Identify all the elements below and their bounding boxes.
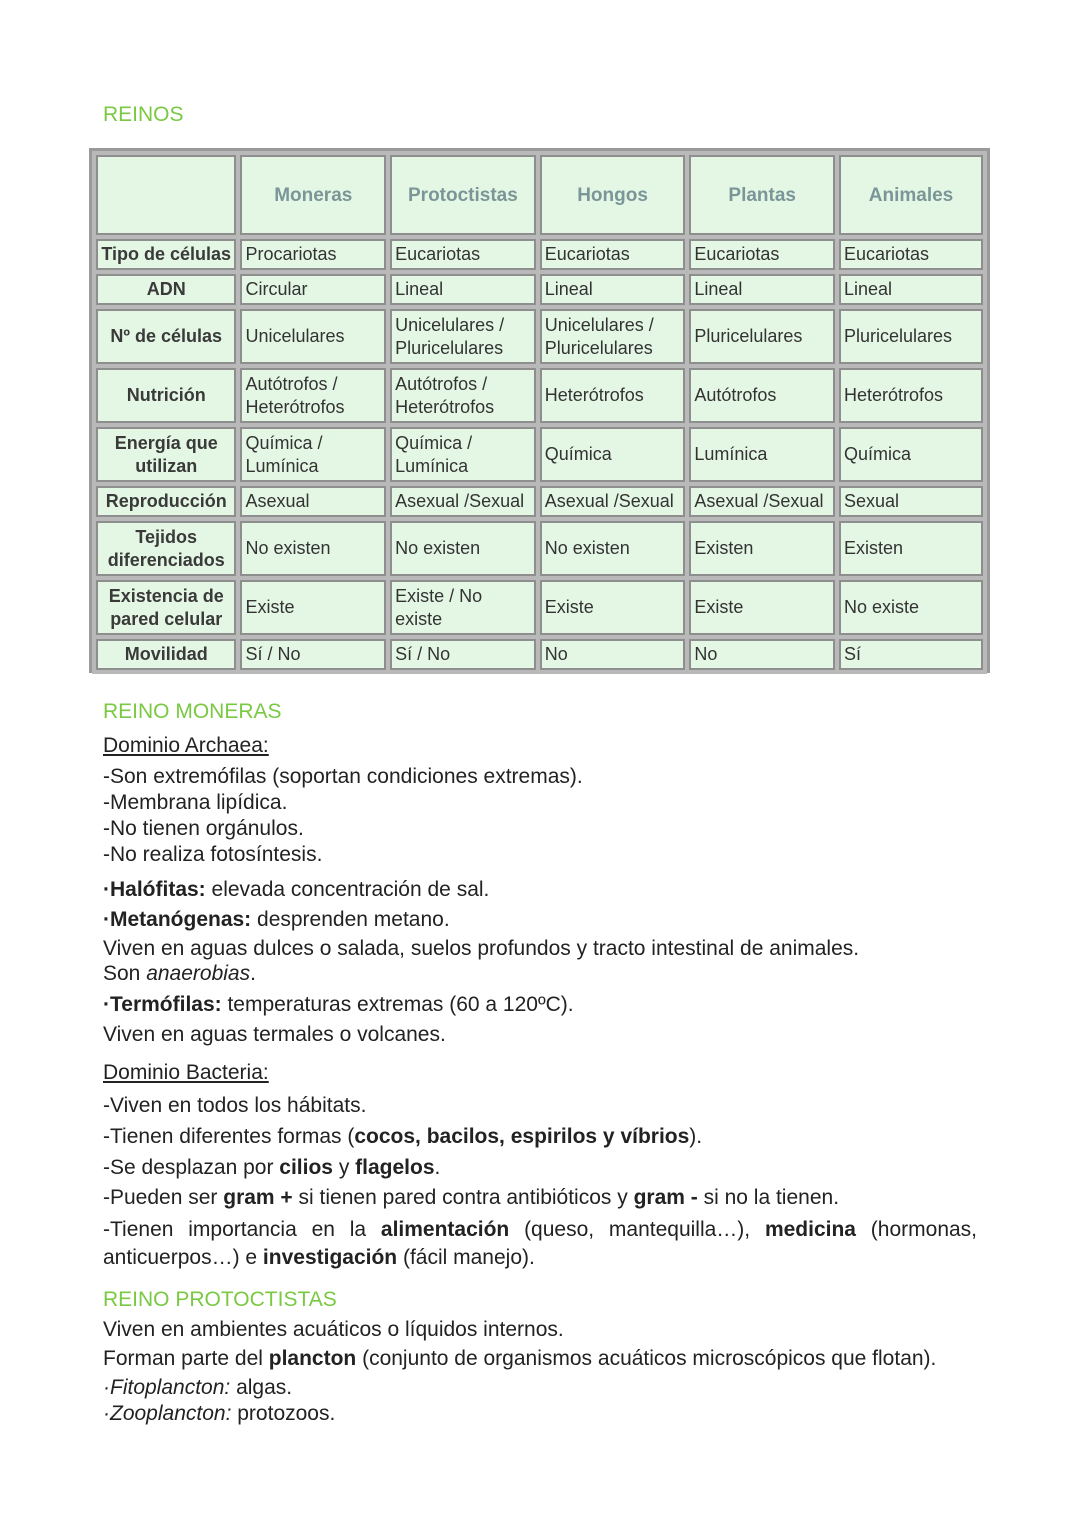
table-cell: Unicelulares / Pluricelulares <box>540 309 686 364</box>
archaea-point: -No tienen orgánulos. <box>103 817 304 840</box>
table-cell: Lumínica <box>689 427 835 482</box>
table-cell: Química / Lumínica <box>240 427 386 482</box>
metanogenas-habitat: Viven en aguas dulces o salada, suelos profundos y tracto intestinal de animales. <box>103 937 860 960</box>
table-cell: Lineal <box>689 274 835 305</box>
text: -Pueden ser <box>103 1186 224 1209</box>
table-cell: No existe <box>839 580 983 635</box>
table-cell: Lineal <box>839 274 983 305</box>
table-cell: Sí / No <box>390 639 536 670</box>
table-cell: Sexual <box>839 486 983 517</box>
table-cell: Heterótrofos <box>839 368 983 423</box>
table-cell: Asexual /Sexual <box>390 486 536 517</box>
row-label: ADN <box>96 274 236 305</box>
archaea-point: -Membrana lipídica. <box>103 791 288 814</box>
text: algas. <box>230 1376 293 1399</box>
table-cell: Unicelulares <box>240 309 386 364</box>
termofilas-line <box>103 992 574 1018</box>
table-header-cell: Protoctistas <box>390 155 536 235</box>
text: (fácil manejo). <box>397 1246 535 1269</box>
table-cell: Existe <box>689 580 835 635</box>
text: -Tienen diferentes formas ( <box>103 1125 355 1148</box>
table-cell: Existe <box>240 580 386 635</box>
table-cell: Procariotas <box>240 239 386 270</box>
text: Forman parte del <box>103 1347 269 1370</box>
row-label: Tejidos diferenciados <box>96 521 236 576</box>
archaea-heading: Dominio Archaea: <box>103 734 269 757</box>
reinos-table-frame <box>89 148 990 673</box>
table-cell: Química / Lumínica <box>390 427 536 482</box>
table-cell: Autótrofos <box>689 368 835 423</box>
table-cell: Pluricelulares <box>689 309 835 364</box>
row-label: Movilidad <box>96 639 236 670</box>
table-cell: No <box>689 639 835 670</box>
table-cell: Eucariotas <box>540 239 686 270</box>
table-row <box>96 486 983 517</box>
text: (conjunto de organismos acuáticos microscópicos que flotan). <box>356 1347 937 1370</box>
table-cell: Eucariotas <box>390 239 536 270</box>
row-label: Energía que utilizan <box>96 427 236 482</box>
table-header-cell: Plantas <box>689 155 835 235</box>
anaerobias-term: anaerobias <box>146 962 251 985</box>
text: protozoos. <box>231 1402 336 1425</box>
reinos-title: REINOS <box>103 103 184 126</box>
fitoplancton-line <box>103 1375 292 1401</box>
table-cell: No <box>540 639 686 670</box>
bacteria-point <box>103 1155 440 1181</box>
table-corner-cell <box>96 155 236 235</box>
table-cell: Existe <box>540 580 686 635</box>
text: (queso, mantequilla…), <box>509 1218 765 1241</box>
table-header-cell: Hongos <box>540 155 686 235</box>
protoctistas-line: Viven en ambientes acuáticos o líquidos internos. <box>103 1318 564 1341</box>
row-label: Tipo de células <box>96 239 236 270</box>
table-row <box>96 309 983 364</box>
bacteria-point <box>103 1216 977 1272</box>
halofitas-term: ·Halófitas: <box>103 878 206 901</box>
text: . <box>434 1156 441 1179</box>
bold-text: flagelos <box>355 1156 435 1179</box>
row-label: Nº de células <box>96 309 236 364</box>
table-cell: Lineal <box>390 274 536 305</box>
table-cell: Eucariotas <box>689 239 835 270</box>
table-cell: Heterótrofos <box>540 368 686 423</box>
table-row <box>96 580 983 635</box>
metanogenas-line <box>103 907 450 933</box>
anaerobias-line: Son anaerobias. <box>103 962 256 985</box>
table-cell: No existen <box>540 521 686 576</box>
table-header-cell: Moneras <box>240 155 386 235</box>
table-cell: No existen <box>240 521 386 576</box>
archaea-point: -Son extremófilas (soportan condiciones extremas). <box>103 765 583 788</box>
text: si no la tienen. <box>697 1186 840 1209</box>
table-row <box>96 274 983 305</box>
bold-text: gram - <box>633 1186 698 1209</box>
text: -Se desplazan por <box>103 1156 280 1179</box>
termofilas-term: ·Termófilas: <box>103 993 222 1016</box>
bold-text: alimentación <box>380 1218 510 1241</box>
halofitas-line <box>103 877 489 903</box>
table-cell: Asexual /Sexual <box>540 486 686 517</box>
table-cell: Sí <box>839 639 983 670</box>
table-cell: Pluricelulares <box>839 309 983 364</box>
table-row <box>96 521 983 576</box>
reinos-table <box>92 151 987 674</box>
text: y <box>332 1156 356 1179</box>
table-cell: Química <box>540 427 686 482</box>
bold-text: investigación <box>262 1246 398 1269</box>
zooplancton-term: ·Zooplancton: <box>103 1402 232 1425</box>
bold-text: cilios <box>279 1156 333 1179</box>
table-cell: Eucariotas <box>839 239 983 270</box>
table-row <box>96 239 983 270</box>
table-cell: Existen <box>839 521 983 576</box>
archaea-point: -No realiza fotosíntesis. <box>103 843 323 866</box>
zooplancton-line <box>103 1401 335 1427</box>
table-cell: Asexual <box>240 486 386 517</box>
table-cell: Asexual /Sexual <box>689 486 835 517</box>
table-row <box>96 639 983 670</box>
bacteria-point <box>103 1124 702 1150</box>
row-label: Nutrición <box>96 368 236 423</box>
bold-text: cocos, bacilos, espirilos y víbrios <box>354 1125 690 1148</box>
metanogenas-text: desprenden metano. <box>251 908 450 931</box>
bold-text: medicina <box>764 1218 856 1241</box>
metanogenas-term: ·Metanógenas: <box>103 908 252 931</box>
fitoplancton-term: ·Fitoplancton: <box>103 1376 231 1399</box>
protoctistas-line <box>103 1346 936 1372</box>
table-cell: Autótrofos / Heterótrofos <box>240 368 386 423</box>
table-row <box>96 427 983 482</box>
bacteria-heading: Dominio Bacteria: <box>103 1061 269 1084</box>
table-cell: Lineal <box>540 274 686 305</box>
table-cell: Unicelulares / Pluricelulares <box>390 309 536 364</box>
row-label: Reproducción <box>96 486 236 517</box>
termofilas-habitat: Viven en aguas termales o volcanes. <box>103 1023 446 1046</box>
text: si tienen pared contra antibióticos y <box>292 1186 634 1209</box>
text: -Tienen importancia en la <box>103 1218 381 1241</box>
moneras-title: REINO MONERAS <box>103 700 282 723</box>
bacteria-point <box>103 1185 839 1211</box>
table-cell: Sí / No <box>240 639 386 670</box>
protoctistas-title: REINO PROTOCTISTAS <box>103 1288 337 1311</box>
table-cell: Existe / No existe <box>390 580 536 635</box>
son-prefix: Son <box>103 962 147 985</box>
table-cell: No existen <box>390 521 536 576</box>
table-cell: Circular <box>240 274 386 305</box>
bacteria-point: -Viven en todos los hábitats. <box>103 1094 367 1117</box>
table-row <box>96 368 983 423</box>
table-cell: Existen <box>689 521 835 576</box>
table-cell: Química <box>839 427 983 482</box>
bold-text: gram + <box>223 1186 293 1209</box>
row-label: Existencia de pared celular <box>96 580 236 635</box>
bold-text: plancton <box>268 1347 357 1370</box>
termofilas-text: temperaturas extremas (60 a 120ºC). <box>221 993 574 1016</box>
text: (hormonas, anticuerpos…) e <box>103 1218 978 1269</box>
table-header-cell: Animales <box>839 155 983 235</box>
table-cell: Autótrofos / Heterótrofos <box>390 368 536 423</box>
halofitas-text: elevada concentración de sal. <box>205 878 490 901</box>
text: ). <box>689 1125 703 1148</box>
